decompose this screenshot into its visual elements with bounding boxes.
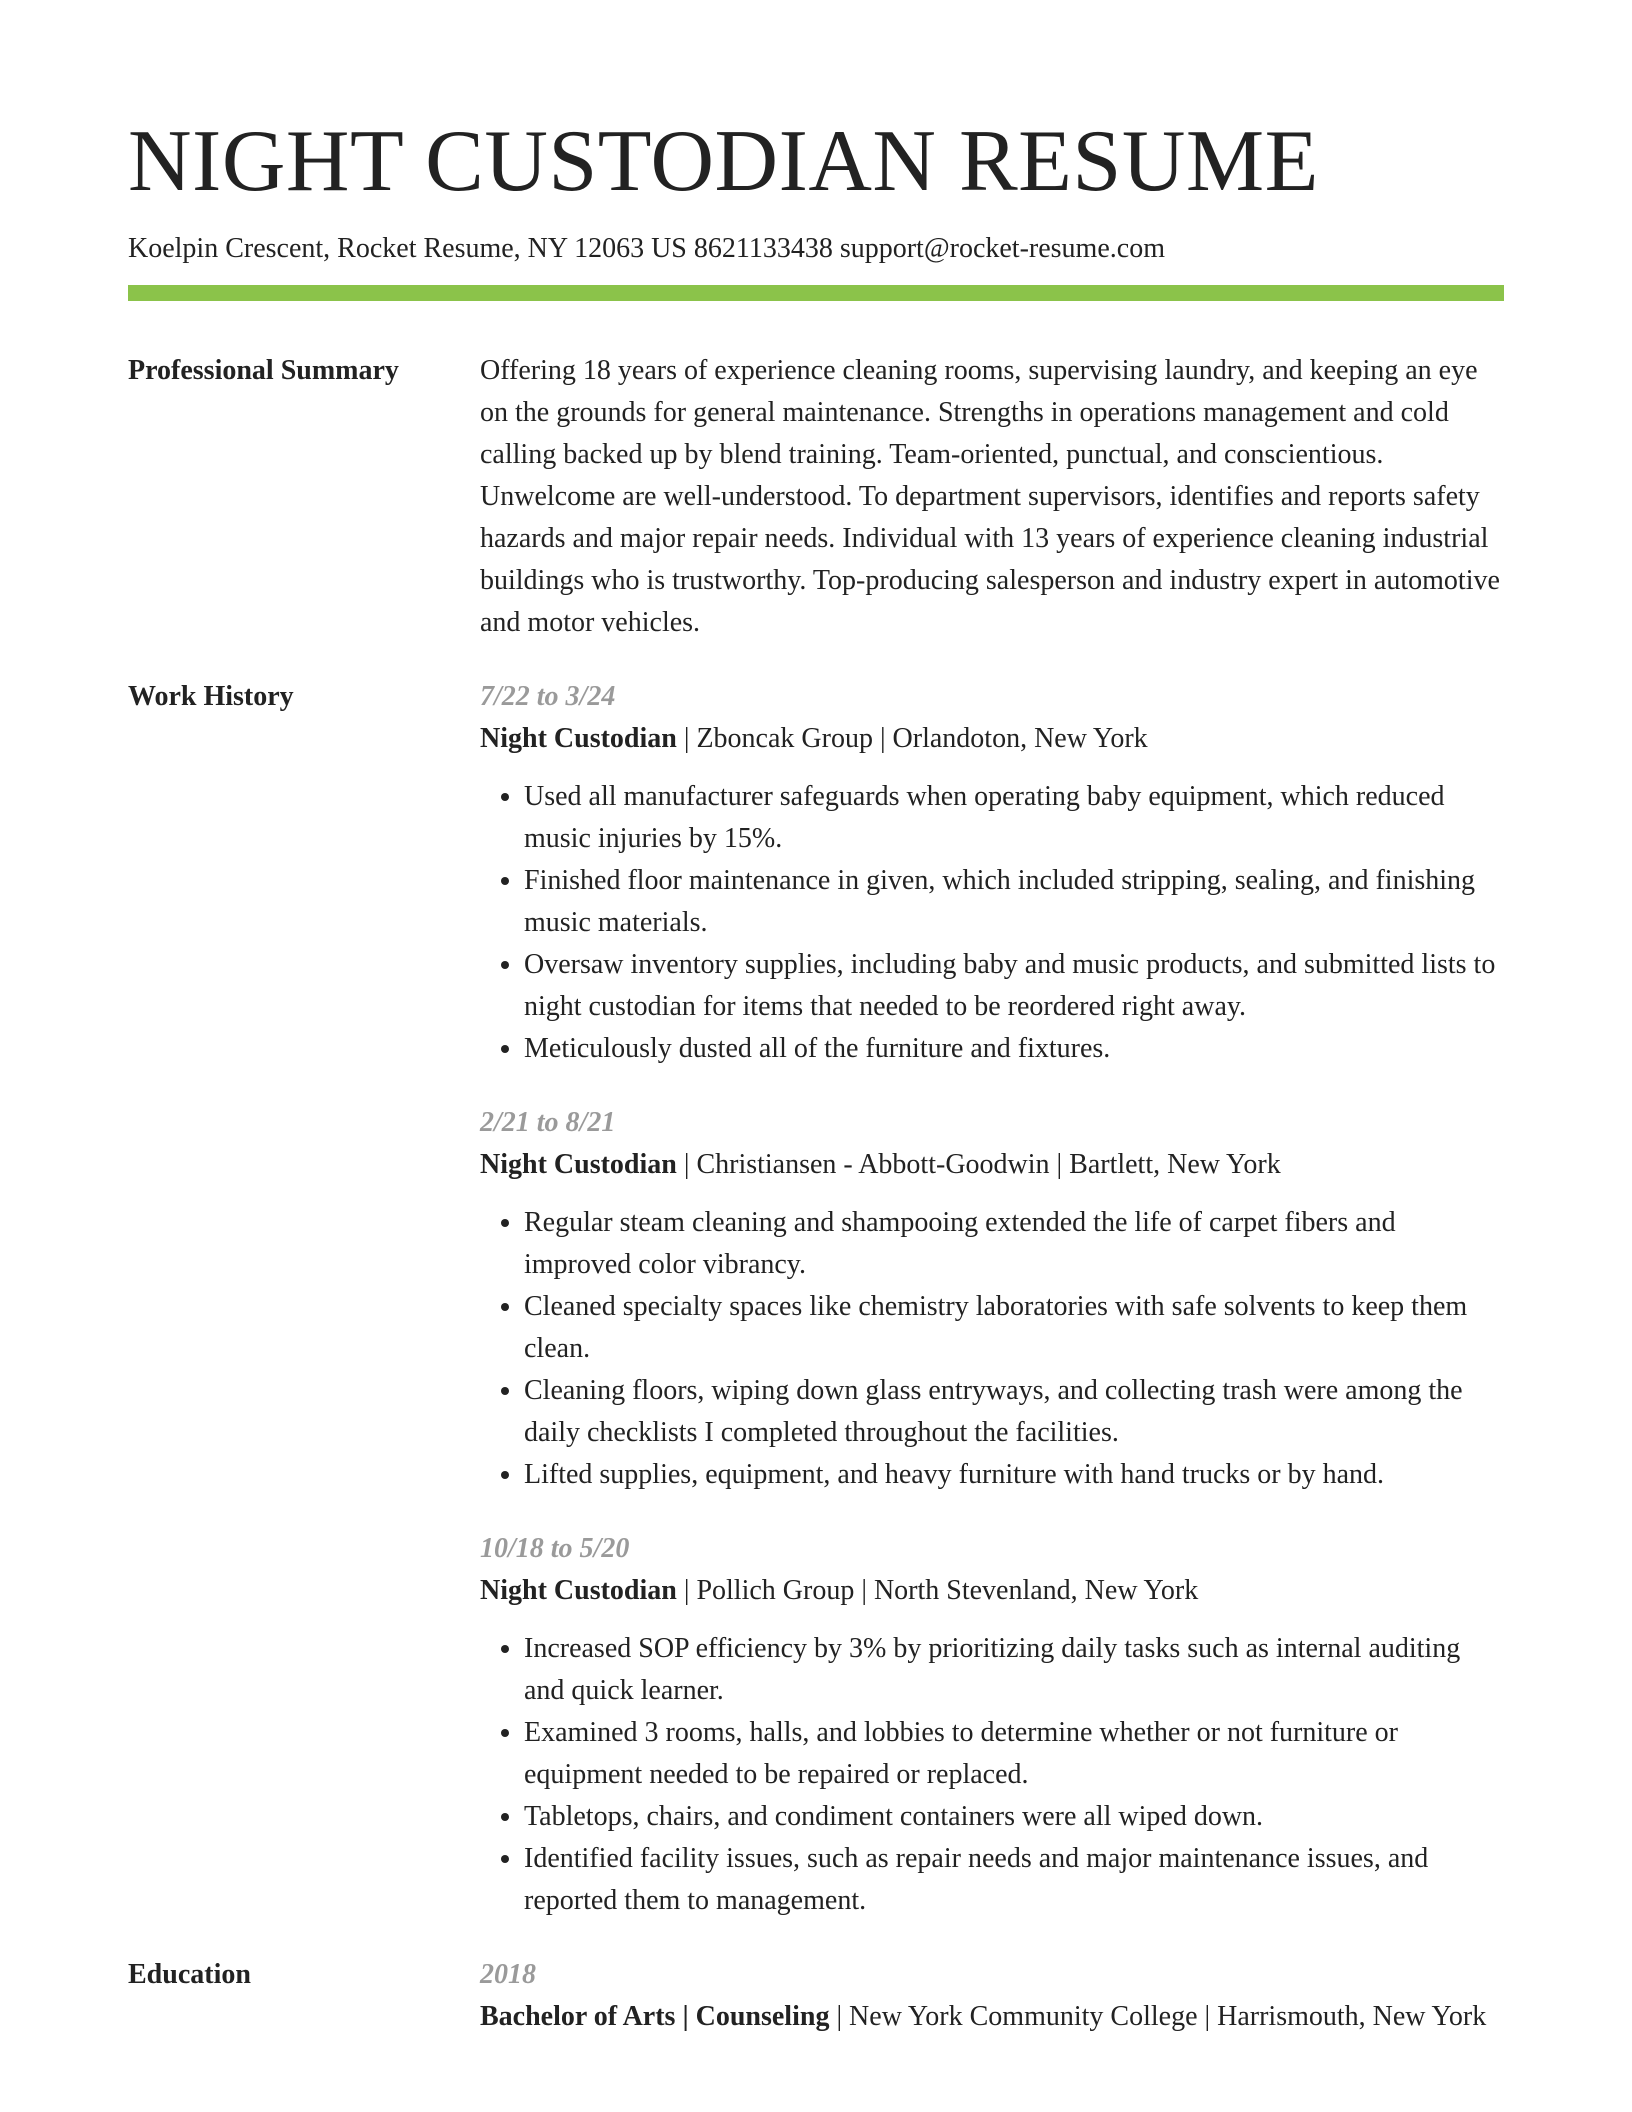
section-label-summary: Professional Summary xyxy=(128,355,399,386)
job-role-line xyxy=(480,718,1504,760)
professional-summary-section xyxy=(128,350,1504,644)
degree-title: Bachelor of Arts | Counseling xyxy=(480,2001,830,2032)
job-title: Night Custodian xyxy=(480,1149,677,1180)
job-entry-1 xyxy=(480,676,1504,1070)
job-role-line xyxy=(480,1570,1504,1612)
list-item: • Cleaning floors, wiping down glass entryways, and collecting trash were among the daily checklists I completed throughout the facilities. xyxy=(524,1370,1504,1454)
section-label-work-history: Work History xyxy=(128,681,294,712)
job-dates: 7/22 to 3/24 xyxy=(480,681,616,712)
job-details: | Zboncak Group | Orlandoton, New York xyxy=(676,723,1148,754)
list-item: • Oversaw inventory supplies, including baby and music products, and submitted lists to night custodian for items that needed to be reordered right away. xyxy=(524,944,1504,1028)
work-history-section xyxy=(128,676,1504,1954)
list-item: • Increased SOP efficiency by 3% by prioritizing daily tasks such as internal auditing and quick learner. xyxy=(524,1628,1504,1712)
resume-content xyxy=(128,350,1504,2038)
job-bullets xyxy=(480,1202,1504,1496)
summary-text: Offering 18 years of experience cleaning rooms, supervising laundry, and keeping an eye on the grounds for general maintenance. Strengths in operations management and cold calling backed up by blend training. Team-oriented, punctual, and conscientious. Unwelcome are well-understood. To department supervisors, identifies and reports safety hazards and major repair needs. Individual with 13 years of experience cleaning industrial buildings who is trustworthy. Top-producing salesperson and industry expert in automotive and motor vehicles. xyxy=(480,355,1500,638)
education-section xyxy=(128,1954,1504,2038)
job-details: | Pollich Group | North Stevenland, New York xyxy=(676,1575,1199,1606)
education-dates: 2018 xyxy=(480,1959,536,1990)
resume-title: NIGHT CUSTODIAN RESUME xyxy=(128,113,1319,210)
job-details: | Christiansen - Abbott-Goodwin | Bartlett, New York xyxy=(676,1149,1281,1180)
education-details: | New York Community College | Harrismouth, New York xyxy=(829,2001,1487,2032)
list-item: • Examined 3 rooms, halls, and lobbies to determine whether or not furniture or equipment needed to be repaired or replaced. xyxy=(524,1712,1504,1796)
job-bullets xyxy=(480,1628,1504,1922)
list-item: • Used all manufacturer safeguards when operating baby equipment, which reduced music injuries by 15%. xyxy=(524,776,1504,860)
job-dates: 10/18 to 5/20 xyxy=(480,1533,630,1564)
list-item: • Identified facility issues, such as repair needs and major maintenance issues, and reported them to management. xyxy=(524,1838,1504,1922)
list-item: • Regular steam cleaning and shampooing extended the life of carpet fibers and improved color vibrancy. xyxy=(524,1202,1504,1286)
job-title: Night Custodian xyxy=(480,723,677,754)
job-entry-3 xyxy=(480,1528,1504,1922)
accent-divider xyxy=(128,285,1504,301)
contact-line: Koelpin Crescent, Rocket Resume, NY 12063 US 8621133438 support@rocket-resume.com xyxy=(128,233,1165,264)
list-item: • Meticulously dusted all of the furniture and fixtures. xyxy=(524,1028,1504,1070)
job-entry-2 xyxy=(480,1102,1504,1496)
list-item: • Finished floor maintenance in given, which included stripping, sealing, and finishing music materials. xyxy=(524,860,1504,944)
job-bullets xyxy=(480,776,1504,1070)
list-item: • Lifted supplies, equipment, and heavy furniture with hand trucks or by hand. xyxy=(524,1454,1504,1496)
job-title: Night Custodian xyxy=(480,1575,677,1606)
section-label-education: Education xyxy=(128,1959,251,1990)
list-item: • Tabletops, chairs, and condiment containers were all wiped down. xyxy=(524,1796,1504,1838)
job-role-line xyxy=(480,1144,1504,1186)
education-line xyxy=(480,1996,1504,2038)
job-dates: 2/21 to 8/21 xyxy=(480,1107,616,1138)
list-item: • Cleaned specialty spaces like chemistry laboratories with safe solvents to keep them clean. xyxy=(524,1286,1504,1370)
